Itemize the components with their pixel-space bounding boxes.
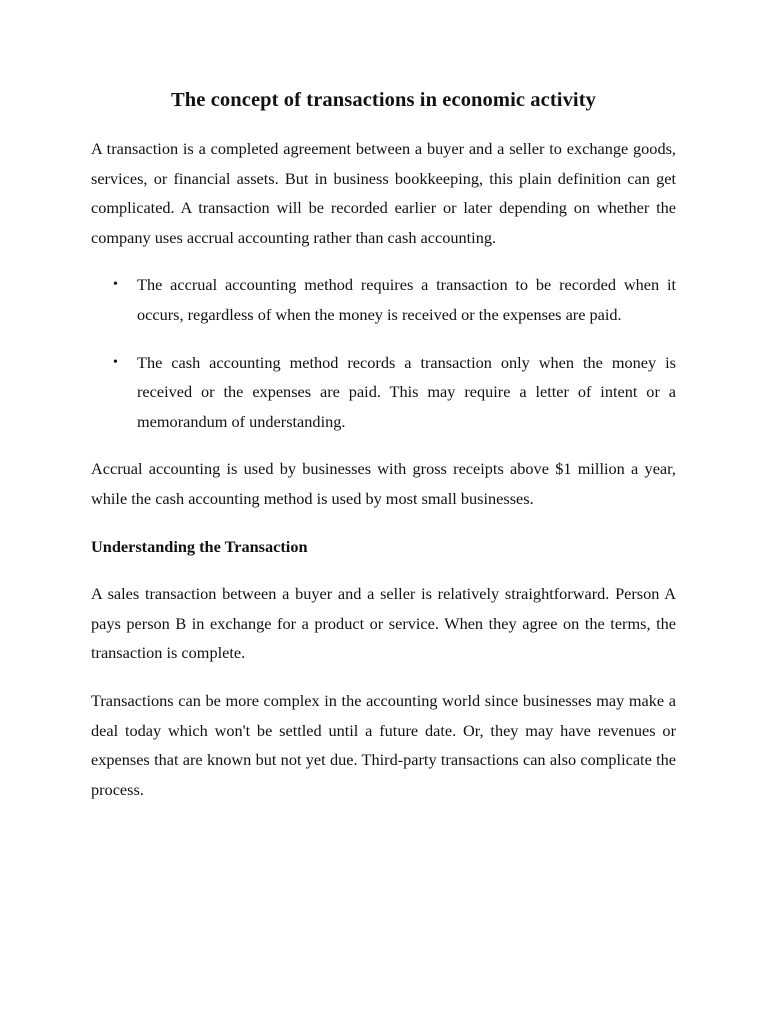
bullet-text: The cash accounting method records a transaction only when the money is received or the expenses are paid. This may require a letter of intent or a memorandum of understanding. (137, 352, 676, 431)
complex-transactions-paragraph: Transactions can be more complex in the accounting world since businesses may make a deal today which won't be settled until a future date. Or, they may have revenues or expenses that are known but not yet due. Third-party transactions can also complicate the process. (91, 690, 676, 799)
intro-paragraph: A transaction is a completed agreement between a buyer and a seller to exchange goods, services, or financial assets. But in business bookkeeping, this plain definition can get complicated. A transaction will be recorded earlier or later depending on whether the company uses accrual accounting rather than cash accounting. (91, 139, 676, 247)
bullet-text: The accrual accounting method requires a transaction to be recorded when it occurs, regardless of when the money is received or the expenses are paid. (137, 275, 676, 324)
bullet-item-cash (91, 348, 676, 437)
bullet-list (91, 270, 676, 436)
bullet-icon: • (113, 354, 118, 370)
sales-transaction-paragraph: A sales transaction between a buyer and a seller is relatively straightforward. Person A pays person B in exchange for a product or service. When they agree on the terms, the transaction is complete. (91, 584, 676, 663)
document-page (91, 86, 676, 822)
bullet-item-accrual (91, 270, 676, 329)
bullet-icon: • (113, 277, 118, 293)
accrual-usage-paragraph: Accrual accounting is used by businesses with gross receipts above $1 million a year, while the cash accounting method is used by most small businesses. (91, 459, 676, 508)
document-title: The concept of transactions in economic activity (171, 89, 596, 111)
section-heading: Understanding the Transaction (91, 536, 308, 556)
